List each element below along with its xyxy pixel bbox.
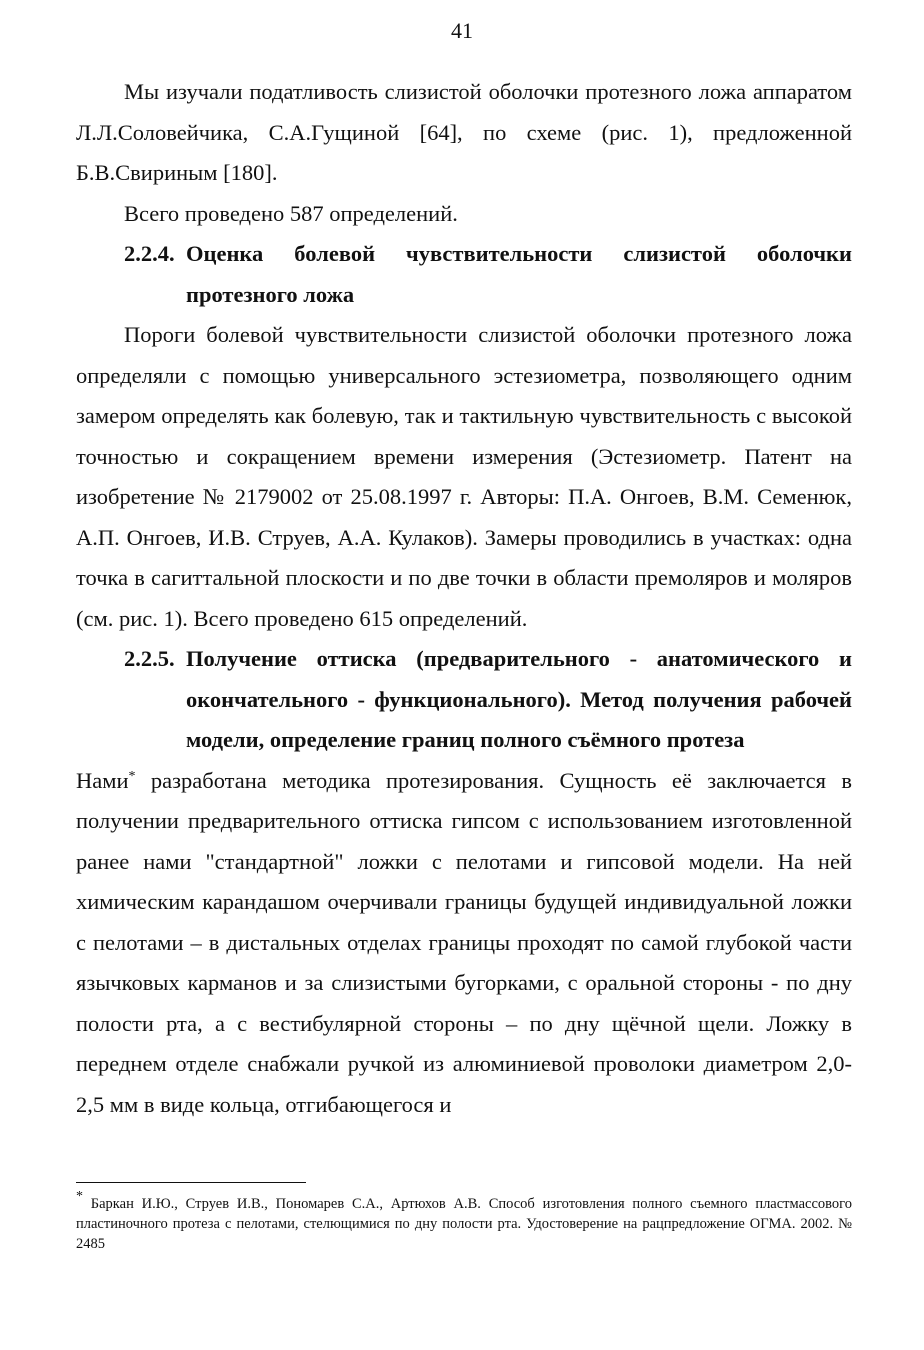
section-heading-2-2-5 <box>76 639 852 761</box>
footnote-divider <box>76 1182 306 1183</box>
section-heading-2-2-4 <box>76 234 852 315</box>
footnote-marker: * <box>76 1189 83 1204</box>
paragraph-count-587: Всего проведено 587 определений. <box>124 200 458 226</box>
footnote <box>76 1189 852 1254</box>
section-title: Получение оттиска (предварительного - анатомического и окончательного - функционального). Метод получения рабочей модели, определение границ полного съёмного протеза <box>186 646 852 752</box>
section-number: 2.2.5. <box>124 646 175 671</box>
body-text <box>76 72 852 1125</box>
paragraph-pain-thresholds: Пороги болевой чувствительности слизистой оболочки протезного ложа определяли с помощью универсального эстезиометра, позволяющего одним замером определять как болевую, так и тактильную чувствительность с высокой точностью и сокращением времени измерения (Эстезиометр. Патент на изобретение № 2179002 от 25.08.1997 г. Авторы: П.А. Онгоев, В.М. Семенюк, А.П. Онгоев, И.В. Струев, А.А. Кулаков). Замеры проводились в участках: одна точка в сагиттальной плоскости и по две точки в области премоляров и моляров (см. рис. 1). Всего проведено 615 определений. <box>76 322 852 631</box>
paragraph-compliance: Мы изучали податливость слизистой оболочки протезного ложа аппаратом Л.Л.Соловейчика, С.А.Гущиной [64], по схеме (рис. 1), предложенной Б.В.Свириным [180]. <box>76 79 852 185</box>
paragraph-method <box>76 761 852 1126</box>
section-title: Оценка болевой чувствительности слизистой оболочки протезного ложа <box>186 241 852 307</box>
footnote-text: Баркан И.Ю., Струев И.В., Пономарев С.А., Артюхов А.В. Способ изготовления полного съемного пластмассового пластиночного протеза с пелотами, стелющимися по дну полости рта. Удостоверение на рацпредложение ОГМА. 2002. № 2485 <box>76 1196 852 1252</box>
paragraph-lead-word: Нами <box>76 767 129 793</box>
page-number: 41 <box>451 18 473 43</box>
section-number: 2.2.4. <box>124 241 175 266</box>
paragraph-method-text: разработана методика протезирования. Сущность её заключается в получении предварительного оттиска гипсом с использованием изготовленной ранее нами "стандартной" ложки с пелотами и гипсовой модели. На ней химическим карандашом очерчивали границы будущей индивидуальной ложки с пелотами – в дистальных отделах границы проходят по самой глубокой части язычковых карманов и за слизистыми бугорками, с оральной стороны - по дну полости рта, а с вестибулярной стороны – по дну щёчной щели. Ложку в переднем отделе снабжали ручкой из алюминиевой проволоки диаметром 2,0-2,5 мм в виде кольца, отгибающегося и <box>76 767 852 1117</box>
footnote-reference: * <box>128 768 136 784</box>
